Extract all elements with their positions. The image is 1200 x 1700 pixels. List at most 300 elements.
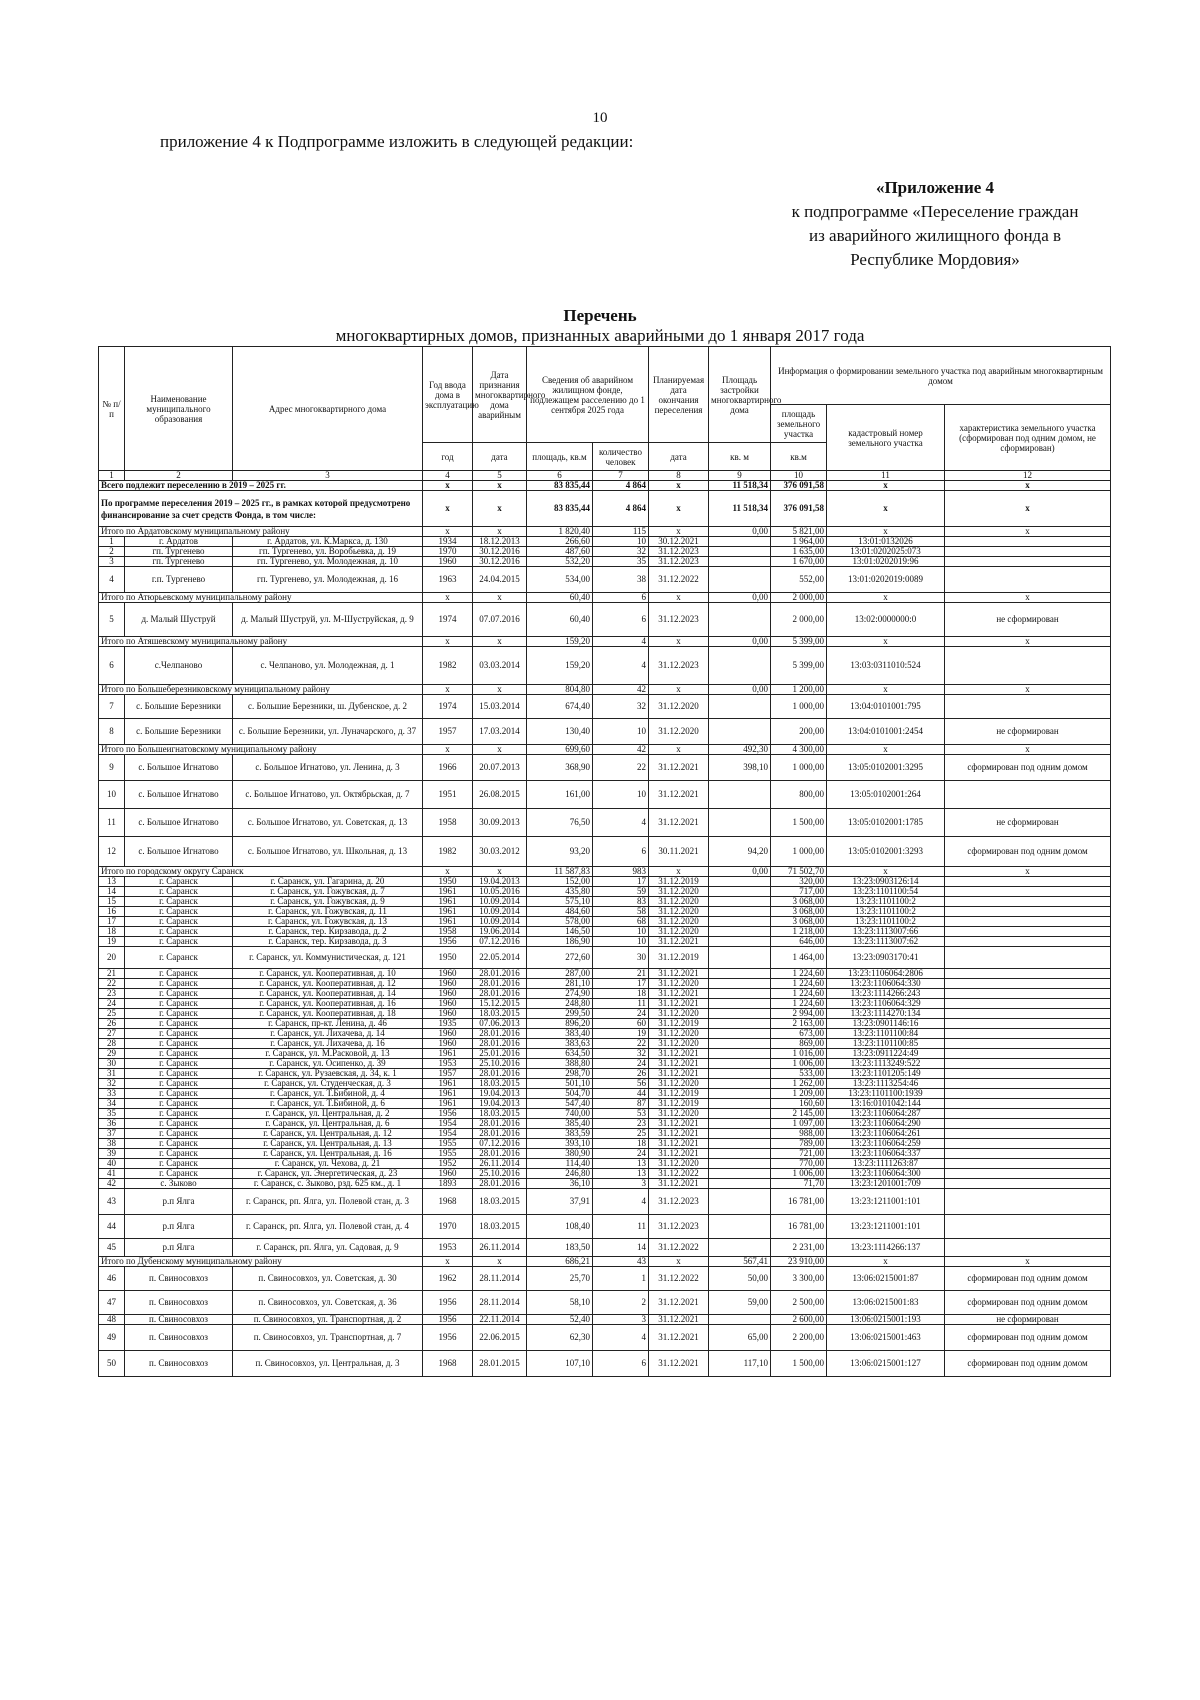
planned-date-cell: 31.12.2020 (649, 887, 709, 897)
land-area-cell: 1 500,00 (771, 809, 827, 837)
cadastral-cell: 13:06:0215001:83 (827, 1291, 945, 1315)
date-cell: x (473, 1257, 527, 1267)
area-cell: 183,50 (527, 1239, 593, 1257)
land-area-cell: 2 994,00 (771, 1009, 827, 1019)
planned-date-cell: 31.12.2021 (649, 1291, 709, 1315)
municipality-cell: г. Саранск (125, 1099, 233, 1109)
municipality-cell: р.п Ялга (125, 1215, 233, 1239)
row-number-cell: 18 (99, 927, 125, 937)
municipality-cell: п. Свиносовхоз (125, 1267, 233, 1291)
table-row (99, 547, 1111, 557)
table-row (99, 1089, 1111, 1099)
municipality-cell: г.п. Тургенево (125, 567, 233, 593)
planned-date-cell: 31.12.2021 (649, 937, 709, 947)
year-cell: 1961 (423, 1089, 473, 1099)
table-row (99, 887, 1111, 897)
row-number-cell: 15 (99, 897, 125, 907)
land-char-cell: x (945, 745, 1111, 755)
header-unit: количество человек (593, 443, 649, 471)
date-cell: 30.09.2013 (473, 809, 527, 837)
built-area-cell: 0,00 (709, 527, 771, 537)
row-number-cell: 28 (99, 1039, 125, 1049)
cadastral-cell: x (827, 867, 945, 877)
built-area-cell (709, 547, 771, 557)
row-number-cell: 46 (99, 1267, 125, 1291)
cadastral-cell: 13:23:1106064:259 (827, 1139, 945, 1149)
year-cell: 1960 (423, 1009, 473, 1019)
built-area-cell: 0,00 (709, 685, 771, 695)
year-cell: 1982 (423, 837, 473, 867)
municipality-cell: р.п Ялга (125, 1239, 233, 1257)
land-area-cell: 200,00 (771, 719, 827, 745)
cadastral-cell: x (827, 593, 945, 603)
land-area-cell: 1 262,00 (771, 1079, 827, 1089)
people-cell: 21 (593, 969, 649, 979)
cadastral-cell: 13:01:0132026 (827, 537, 945, 547)
subtotal-label: Итого по Большеигнатовскому муниципальному району (99, 745, 423, 755)
area-cell: 108,40 (527, 1215, 593, 1239)
land-char-cell: сформирован под одним домом (945, 1351, 1111, 1377)
row-number-cell: 36 (99, 1119, 125, 1129)
year-cell: 1956 (423, 937, 473, 947)
year-cell: 1962 (423, 1267, 473, 1291)
area-cell: 547,40 (527, 1099, 593, 1109)
address-cell: г. Саранск, ул. Кооперативная, д. 14 (233, 989, 423, 999)
date-cell: 22.06.2015 (473, 1325, 527, 1351)
subtotal-label: Итого по Атюрьевскому муниципальному району (99, 593, 423, 603)
address-cell: г. Саранск, ул. Центральная, д. 13 (233, 1139, 423, 1149)
area-cell: 152,00 (527, 877, 593, 887)
planned-date-cell: x (649, 867, 709, 877)
people-cell: 983 (593, 867, 649, 877)
municipality-cell: г. Саранск (125, 1109, 233, 1119)
appendix-line: Республике Мордовия» (850, 250, 1020, 269)
cadastral-cell: 13:23:0911224:49 (827, 1049, 945, 1059)
year-cell: 1954 (423, 1119, 473, 1129)
row-number-cell: 6 (99, 647, 125, 685)
planned-date-cell: 31.12.2021 (649, 1049, 709, 1059)
date-cell: 10.09.2014 (473, 897, 527, 907)
cadastral-cell: 13:23:1101205:149 (827, 1069, 945, 1079)
header-built-area: Площадь застройки многоквартирного дома (709, 347, 771, 443)
built-area-cell (709, 917, 771, 927)
cadastral-cell: 13:01:0202019:0089 (827, 567, 945, 593)
date-cell: 30.12.2016 (473, 557, 527, 567)
row-number-cell: 31 (99, 1069, 125, 1079)
cadastral-cell: 13:06:0215001:463 (827, 1325, 945, 1351)
people-cell: 6 (593, 837, 649, 867)
year-cell: 1961 (423, 897, 473, 907)
column-number: 8 (649, 471, 709, 481)
cadastral-cell: x (827, 685, 945, 695)
table-row (99, 907, 1111, 917)
address-cell: с. Большое Игнатово, ул. Ленина, д. 3 (233, 755, 423, 781)
table-row (99, 809, 1111, 837)
appendix-block (760, 176, 1110, 272)
date-cell: 10.09.2014 (473, 917, 527, 927)
land-area-cell: 71,70 (771, 1179, 827, 1189)
land-char-cell (945, 1239, 1111, 1257)
year-cell: 1952 (423, 1159, 473, 1169)
municipality-cell: д. Малый Шуструй (125, 603, 233, 637)
header-date-recognized: Дата признания многоквартирного дома аварийным (473, 347, 527, 443)
municipality-cell: с. Зыково (125, 1179, 233, 1189)
row-number-cell: 24 (99, 999, 125, 1009)
municipality-cell: с. Большие Березники (125, 719, 233, 745)
planned-date-cell: 31.12.2019 (649, 1089, 709, 1099)
municipality-cell: г. Саранск (125, 1139, 233, 1149)
date-cell: 28.01.2016 (473, 1069, 527, 1079)
date-cell: 03.03.2014 (473, 647, 527, 685)
subtotal-label: По программе переселения 2019 – 2025 гг., в рамках которой предусмотрено финансирование за счет средств Фонда, в том числе: (99, 491, 423, 527)
area-cell: 534,00 (527, 567, 593, 593)
land-area-cell: 2 000,00 (771, 603, 827, 637)
planned-date-cell: 31.12.2019 (649, 1019, 709, 1029)
address-cell: п. Свиносовхоз, ул. Центральная, д. 3 (233, 1351, 423, 1377)
cadastral-cell: 13:23:1101100:2 (827, 917, 945, 927)
people-cell: 6 (593, 593, 649, 603)
cadastral-cell: 13:06:0215001:87 (827, 1267, 945, 1291)
date-cell: 28.01.2016 (473, 969, 527, 979)
cadastral-cell: 13:23:1106064:337 (827, 1149, 945, 1159)
area-cell: 699,60 (527, 745, 593, 755)
housing-register-table (98, 346, 1111, 1377)
table-row (99, 1139, 1111, 1149)
municipality-cell: с. Большие Березники (125, 695, 233, 719)
date-cell: x (473, 867, 527, 877)
land-area-cell: 1 224,60 (771, 999, 827, 1009)
subtotal-row (99, 685, 1111, 695)
municipality-cell: п. Свиносовхоз (125, 1325, 233, 1351)
people-cell: 13 (593, 1159, 649, 1169)
land-char-cell (945, 927, 1111, 937)
year-cell: x (423, 637, 473, 647)
land-char-cell: сформирован под одним домом (945, 1291, 1111, 1315)
table-row (99, 1009, 1111, 1019)
area-cell: 83 835,44 (527, 491, 593, 527)
land-char-cell (945, 1109, 1111, 1119)
year-cell: x (423, 685, 473, 695)
municipality-cell: п. Свиносовхоз (125, 1351, 233, 1377)
cadastral-cell: 13:06:0215001:193 (827, 1315, 945, 1325)
people-cell: 60 (593, 1019, 649, 1029)
planned-date-cell: 31.12.2020 (649, 1029, 709, 1039)
people-cell: 30 (593, 947, 649, 969)
appendix-line: к подпрограмме «Переселение граждан (791, 202, 1079, 221)
planned-date-cell: 31.12.2022 (649, 1267, 709, 1291)
year-cell: 1974 (423, 695, 473, 719)
built-area-cell (709, 1059, 771, 1069)
address-cell: г. Саранск, ул. Кооперативная, д. 10 (233, 969, 423, 979)
area-cell: 740,00 (527, 1109, 593, 1119)
header-land-char: характеристика земельного участка (сформирован под одним домом, не сформирован) (945, 405, 1111, 471)
table-row (99, 1019, 1111, 1029)
planned-date-cell: 31.12.2023 (649, 1189, 709, 1215)
land-area-cell: 789,00 (771, 1139, 827, 1149)
table-row (99, 937, 1111, 947)
municipality-cell: г. Саранск (125, 999, 233, 1009)
municipality-cell: п. Свиносовхоз (125, 1291, 233, 1315)
header-unit: площадь, кв.м (527, 443, 593, 471)
land-area-cell: 4 300,00 (771, 745, 827, 755)
land-area-cell: 320,00 (771, 877, 827, 887)
planned-date-cell: 31.12.2021 (649, 1139, 709, 1149)
cadastral-cell: 13:23:0901146:16 (827, 1019, 945, 1029)
subtotal-row (99, 637, 1111, 647)
area-cell: 575,10 (527, 897, 593, 907)
planned-date-cell: x (649, 745, 709, 755)
people-cell: 17 (593, 979, 649, 989)
area-cell: 896,20 (527, 1019, 593, 1029)
built-area-cell: 0,00 (709, 593, 771, 603)
year-cell: 1961 (423, 917, 473, 927)
table-row (99, 897, 1111, 907)
people-cell: 59 (593, 887, 649, 897)
land-char-cell (945, 1059, 1111, 1069)
table-row (99, 647, 1111, 685)
subtotal-row (99, 745, 1111, 755)
subtotal-row (99, 867, 1111, 877)
area-cell: 501,10 (527, 1079, 593, 1089)
cadastral-cell: 13:05:0102001:1785 (827, 809, 945, 837)
built-area-cell: 398,10 (709, 755, 771, 781)
land-area-cell: 1 224,60 (771, 979, 827, 989)
row-number-cell: 42 (99, 1179, 125, 1189)
cadastral-cell: 13:23:1106064:290 (827, 1119, 945, 1129)
table-row (99, 1215, 1111, 1239)
row-number-cell: 34 (99, 1099, 125, 1109)
built-area-cell (709, 647, 771, 685)
land-area-cell: 1 635,00 (771, 547, 827, 557)
address-cell: д. Малый Шуструй, ул. М-Шуструйская, д. 9 (233, 603, 423, 637)
land-char-cell (945, 1069, 1111, 1079)
municipality-cell: г. Саранск (125, 1029, 233, 1039)
area-cell: 60,40 (527, 603, 593, 637)
planned-date-cell: 31.12.2021 (649, 1351, 709, 1377)
header-land-area: площадь земельного участка (771, 405, 827, 443)
planned-date-cell: 31.12.2019 (649, 1099, 709, 1109)
planned-date-cell: 31.12.2021 (649, 1129, 709, 1139)
people-cell: 32 (593, 547, 649, 557)
area-cell: 383,63 (527, 1039, 593, 1049)
people-cell: 44 (593, 1089, 649, 1099)
built-area-cell: 567,41 (709, 1257, 771, 1267)
cadastral-cell: 13:02:0000000:0 (827, 603, 945, 637)
municipality-cell: г. Саранск (125, 917, 233, 927)
year-cell: 1960 (423, 979, 473, 989)
built-area-cell (709, 1009, 771, 1019)
land-char-cell (945, 917, 1111, 927)
area-cell: 299,50 (527, 1009, 593, 1019)
built-area-cell (709, 1069, 771, 1079)
people-cell: 35 (593, 557, 649, 567)
built-area-cell: 492,30 (709, 745, 771, 755)
cadastral-cell: 13:23:1106064:2806 (827, 969, 945, 979)
address-cell: г. Саранск, ул. Осипенко, д. 39 (233, 1059, 423, 1069)
municipality-cell: г. Саранск (125, 989, 233, 999)
people-cell: 58 (593, 907, 649, 917)
year-cell: 1970 (423, 1215, 473, 1239)
built-area-cell (709, 781, 771, 809)
planned-date-cell: 31.12.2020 (649, 927, 709, 937)
address-cell: г. Саранск, рп. Ялга, ул. Полевой стан, д. 4 (233, 1215, 423, 1239)
year-cell: 1935 (423, 1019, 473, 1029)
date-cell: 28.01.2015 (473, 1351, 527, 1377)
land-char-cell (945, 969, 1111, 979)
built-area-cell (709, 1089, 771, 1099)
area-cell: 146,50 (527, 927, 593, 937)
built-area-cell (709, 927, 771, 937)
header-unit: дата (649, 443, 709, 471)
land-char-cell: сформирован под одним домом (945, 837, 1111, 867)
address-cell: г. Саранск, ул. Лихачева, д. 16 (233, 1039, 423, 1049)
people-cell: 14 (593, 1239, 649, 1257)
cadastral-cell: x (827, 527, 945, 537)
address-cell: г. Саранск, рп. Ялга, ул. Садовая, д. 9 (233, 1239, 423, 1257)
address-cell: г. Саранск, ул. Коммунистическая, д. 121 (233, 947, 423, 969)
date-cell: 22.11.2014 (473, 1315, 527, 1325)
area-cell: 804,80 (527, 685, 593, 695)
cadastral-cell: 13:23:1114270:134 (827, 1009, 945, 1019)
area-cell: 393,10 (527, 1139, 593, 1149)
built-area-cell (709, 1029, 771, 1039)
date-cell: 18.03.2015 (473, 1009, 527, 1019)
date-cell: 10.05.2016 (473, 887, 527, 897)
date-cell: 28.01.2016 (473, 989, 527, 999)
cadastral-cell: 13:03:0311010:524 (827, 647, 945, 685)
date-cell: 10.09.2014 (473, 907, 527, 917)
table-row (99, 1239, 1111, 1257)
built-area-cell (709, 1019, 771, 1029)
planned-date-cell: 31.12.2021 (649, 1315, 709, 1325)
date-cell: 22.05.2014 (473, 947, 527, 969)
built-area-cell (709, 1169, 771, 1179)
area-cell: 272,60 (527, 947, 593, 969)
municipality-cell: с. Большое Игнатово (125, 837, 233, 867)
municipality-cell: п. Свиносовхоз (125, 1315, 233, 1325)
built-area-cell: 11 518,34 (709, 481, 771, 491)
date-cell: 07.12.2016 (473, 1139, 527, 1149)
year-cell: 1956 (423, 1291, 473, 1315)
area-cell: 93,20 (527, 837, 593, 867)
land-char-cell: сформирован под одним домом (945, 1325, 1111, 1351)
date-cell: 25.10.2016 (473, 1059, 527, 1069)
table-row (99, 1179, 1111, 1189)
row-number-cell: 1 (99, 537, 125, 547)
area-cell: 159,20 (527, 647, 593, 685)
year-cell: 1961 (423, 907, 473, 917)
date-cell: 28.01.2016 (473, 1129, 527, 1139)
land-char-cell (945, 695, 1111, 719)
land-area-cell: 800,00 (771, 781, 827, 809)
people-cell: 56 (593, 1079, 649, 1089)
land-char-cell (945, 1159, 1111, 1169)
address-cell: г. Саранск, тер. Кирзавода, д. 2 (233, 927, 423, 937)
header-year-built: Год ввода дома в эксплуатацию (423, 347, 473, 443)
area-cell: 287,00 (527, 969, 593, 979)
subtotal-row (99, 1257, 1111, 1267)
area-cell: 159,20 (527, 637, 593, 647)
people-cell: 38 (593, 567, 649, 593)
subtotal-label: Всего подлежит переселению в 2019 – 2025 гг. (99, 481, 423, 491)
row-number-cell: 29 (99, 1049, 125, 1059)
built-area-cell (709, 1179, 771, 1189)
cadastral-cell: 13:23:0903126:14 (827, 877, 945, 887)
people-cell: 24 (593, 1059, 649, 1069)
table-row (99, 1149, 1111, 1159)
row-number-cell: 7 (99, 695, 125, 719)
year-cell: 1960 (423, 999, 473, 1009)
planned-date-cell: 31.12.2021 (649, 1325, 709, 1351)
table-row (99, 837, 1111, 867)
land-area-cell: 1 670,00 (771, 557, 827, 567)
year-cell: 1956 (423, 1109, 473, 1119)
cadastral-cell: 13:04:0101001:795 (827, 695, 945, 719)
area-cell: 487,60 (527, 547, 593, 557)
row-number-cell: 14 (99, 887, 125, 897)
cadastral-cell: x (827, 745, 945, 755)
table-row (99, 1069, 1111, 1079)
land-area-cell: 2 000,00 (771, 593, 827, 603)
planned-date-cell: 31.12.2020 (649, 979, 709, 989)
date-cell: 20.07.2013 (473, 755, 527, 781)
year-cell: x (423, 745, 473, 755)
people-cell: 23 (593, 1119, 649, 1129)
municipality-cell: с.Челпаново (125, 647, 233, 685)
year-cell: 1950 (423, 947, 473, 969)
built-area-cell (709, 979, 771, 989)
area-cell: 248,80 (527, 999, 593, 1009)
built-area-cell (709, 719, 771, 745)
row-number-cell: 40 (99, 1159, 125, 1169)
year-cell: 1957 (423, 1069, 473, 1079)
row-number-cell: 17 (99, 917, 125, 927)
land-char-cell: x (945, 685, 1111, 695)
land-char-cell: x (945, 593, 1111, 603)
address-cell: г. Саранск, ул. Гожувская, д. 11 (233, 907, 423, 917)
address-cell: г. Саранск, ул. Чехова, д. 21 (233, 1159, 423, 1169)
land-area-cell: 2 163,00 (771, 1019, 827, 1029)
land-char-cell (945, 1009, 1111, 1019)
cadastral-cell: x (827, 1257, 945, 1267)
cadastral-cell: 13:23:1113254:46 (827, 1079, 945, 1089)
address-cell: с. Большие Березники, ш. Дубенское, д. 2 (233, 695, 423, 719)
land-area-cell: 1 006,00 (771, 1169, 827, 1179)
area-cell: 11 587,83 (527, 867, 593, 877)
date-cell: 24.04.2015 (473, 567, 527, 593)
row-number-cell: 23 (99, 989, 125, 999)
land-char-cell (945, 937, 1111, 947)
area-cell: 76,50 (527, 809, 593, 837)
cadastral-cell: 13:05:0102001:3295 (827, 755, 945, 781)
people-cell: 4 (593, 637, 649, 647)
subtotal-row (99, 481, 1111, 491)
date-cell: 28.01.2016 (473, 1119, 527, 1129)
date-cell: 28.11.2014 (473, 1267, 527, 1291)
cadastral-cell: 13:04:0101001:2454 (827, 719, 945, 745)
address-cell: г. Саранск, ул. М.Расковой, д. 13 (233, 1049, 423, 1059)
date-cell: x (473, 745, 527, 755)
address-cell: г. Саранск, ул. Центральная, д. 16 (233, 1149, 423, 1159)
land-char-cell (945, 781, 1111, 809)
planned-date-cell: x (649, 481, 709, 491)
date-cell: x (473, 481, 527, 491)
row-number-cell: 26 (99, 1019, 125, 1029)
table-row (99, 1169, 1111, 1179)
people-cell: 18 (593, 1139, 649, 1149)
planned-date-cell: 31.12.2023 (649, 557, 709, 567)
land-area-cell: 869,00 (771, 1039, 827, 1049)
